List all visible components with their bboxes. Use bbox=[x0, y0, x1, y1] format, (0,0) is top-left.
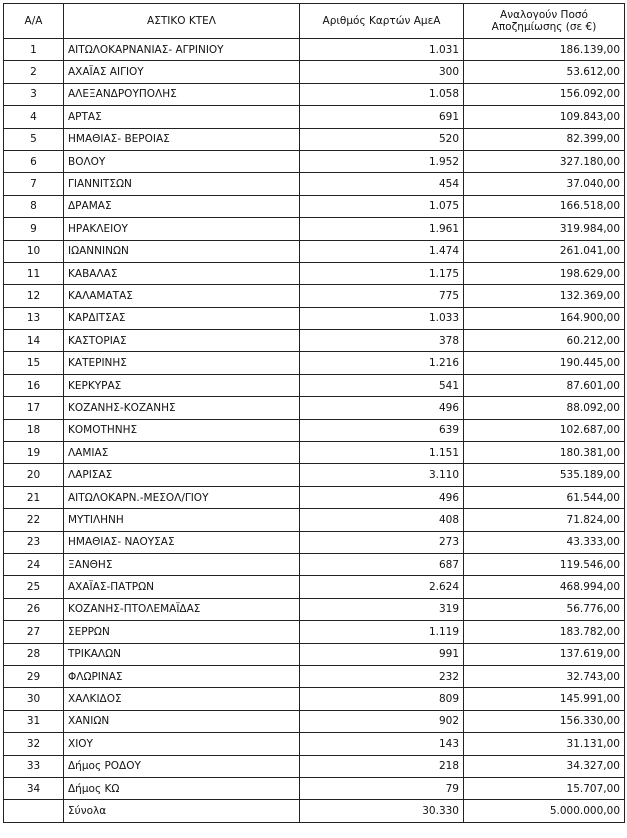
cell-amount: 43.333,00 bbox=[464, 531, 625, 553]
table-row bbox=[4, 553, 625, 575]
cell-amount: 164.900,00 bbox=[464, 307, 625, 329]
cell-amount: 327.180,00 bbox=[464, 150, 625, 172]
cell-amount: 156.092,00 bbox=[464, 83, 625, 105]
totals-row bbox=[4, 800, 625, 822]
cell-ktel: ΚΟΖΑΝΗΣ-ΚΟΖΑΝΗΣ bbox=[64, 397, 300, 419]
cell-amount: 180.381,00 bbox=[464, 442, 625, 464]
cell-aa: 15 bbox=[4, 352, 64, 374]
cell-ktel: ΗΜΑΘΙΑΣ- ΒΕΡΟΙΑΣ bbox=[64, 128, 300, 150]
cell-amount: 37.040,00 bbox=[464, 173, 625, 195]
cell-ktel: ΚΑΒΑΛΑΣ bbox=[64, 262, 300, 284]
cell-ktel: ΚΑΤΕΡΙΝΗΣ bbox=[64, 352, 300, 374]
cell-cards: 3.110 bbox=[300, 464, 464, 486]
cell-amount: 166.518,00 bbox=[464, 195, 625, 217]
cell-aa: 2 bbox=[4, 61, 64, 83]
cell-ktel: ΑΙΤΩΛΟΚΑΡΝ.-ΜΕΣΟΛ/ΓΙΟΥ bbox=[64, 486, 300, 508]
cell-cards: 2.624 bbox=[300, 576, 464, 598]
cell-cards: 809 bbox=[300, 688, 464, 710]
table-row bbox=[4, 643, 625, 665]
cell-ktel: ΞΑΝΘΗΣ bbox=[64, 553, 300, 575]
cell-ktel: ΛΑΡΙΣΑΣ bbox=[64, 464, 300, 486]
cell-cards: 218 bbox=[300, 755, 464, 777]
cell-ktel: ΑΧΑΪΑΣ-ΠΑΤΡΩΝ bbox=[64, 576, 300, 598]
table-row bbox=[4, 486, 625, 508]
cell-ktel: ΧΑΛΚΙΔΟΣ bbox=[64, 688, 300, 710]
cell-amount: 32.743,00 bbox=[464, 665, 625, 687]
table-row bbox=[4, 374, 625, 396]
cell-aa: 12 bbox=[4, 285, 64, 307]
cell-amount: 71.824,00 bbox=[464, 509, 625, 531]
cell-cards: 687 bbox=[300, 553, 464, 575]
table-row bbox=[4, 531, 625, 553]
cell-aa: 8 bbox=[4, 195, 64, 217]
cell-ktel: ΛΑΜΙΑΣ bbox=[64, 442, 300, 464]
cell-amount: 88.092,00 bbox=[464, 397, 625, 419]
header-cards: Αριθμός Καρτών ΑμεΑ bbox=[300, 4, 464, 39]
table-row bbox=[4, 150, 625, 172]
cell-cards: 143 bbox=[300, 733, 464, 755]
cell-cards: 1.058 bbox=[300, 83, 464, 105]
cell-aa: 31 bbox=[4, 710, 64, 732]
cell-ktel: Δήμος ΡΟΔΟΥ bbox=[64, 755, 300, 777]
cell-aa: 30 bbox=[4, 688, 64, 710]
header-row bbox=[4, 4, 625, 39]
cell-ktel: ΗΡΑΚΛΕΙΟΥ bbox=[64, 218, 300, 240]
cell-ktel: ΑΛΕΞΑΝΔΡΟΥΠΟΛΗΣ bbox=[64, 83, 300, 105]
cell-aa: 14 bbox=[4, 330, 64, 352]
cell-aa: 26 bbox=[4, 598, 64, 620]
cell-amount: 53.612,00 bbox=[464, 61, 625, 83]
table-row bbox=[4, 665, 625, 687]
table-row bbox=[4, 218, 625, 240]
cell-cards: 496 bbox=[300, 486, 464, 508]
cell-cards: 639 bbox=[300, 419, 464, 441]
table-row bbox=[4, 195, 625, 217]
cell-cards: 319 bbox=[300, 598, 464, 620]
cell-cards: 378 bbox=[300, 330, 464, 352]
cell-cards: 541 bbox=[300, 374, 464, 396]
cell-aa: 23 bbox=[4, 531, 64, 553]
cell-aa: 13 bbox=[4, 307, 64, 329]
cell-ktel: ΓΙΑΝΝΙΤΣΩΝ bbox=[64, 173, 300, 195]
cell-aa: 1 bbox=[4, 39, 64, 61]
cell-aa: 6 bbox=[4, 150, 64, 172]
table-row bbox=[4, 240, 625, 262]
cell-ktel: ΚΑΣΤΟΡΙΑΣ bbox=[64, 330, 300, 352]
cell-amount: 156.330,00 bbox=[464, 710, 625, 732]
cell-aa: 11 bbox=[4, 262, 64, 284]
cell-cards: 902 bbox=[300, 710, 464, 732]
cell-aa: 20 bbox=[4, 464, 64, 486]
cell-amount: 190.445,00 bbox=[464, 352, 625, 374]
cell-cards: 232 bbox=[300, 665, 464, 687]
cell-aa: 7 bbox=[4, 173, 64, 195]
cell-aa: 21 bbox=[4, 486, 64, 508]
table-row bbox=[4, 307, 625, 329]
cell-cards: 496 bbox=[300, 397, 464, 419]
table-row bbox=[4, 710, 625, 732]
cell-aa: 28 bbox=[4, 643, 64, 665]
cell-aa: 10 bbox=[4, 240, 64, 262]
table-body bbox=[4, 39, 625, 823]
cell-cards: 454 bbox=[300, 173, 464, 195]
table-row bbox=[4, 509, 625, 531]
table-row bbox=[4, 262, 625, 284]
cell-ktel: ΙΩΑΝΝΙΝΩΝ bbox=[64, 240, 300, 262]
cell-ktel: ΚΑΛΑΜΑΤΑΣ bbox=[64, 285, 300, 307]
table-row bbox=[4, 755, 625, 777]
cell-ktel: ΚΟΜΟΤΗΝΗΣ bbox=[64, 419, 300, 441]
cell-ktel: ΧΙΟΥ bbox=[64, 733, 300, 755]
cell-ktel: ΚΑΡΔΙΤΣΑΣ bbox=[64, 307, 300, 329]
cell-amount: 132.369,00 bbox=[464, 285, 625, 307]
cell-cards: 1.961 bbox=[300, 218, 464, 240]
cell-aa: 22 bbox=[4, 509, 64, 531]
cell-aa: 18 bbox=[4, 419, 64, 441]
cell-cards: 691 bbox=[300, 106, 464, 128]
table-row bbox=[4, 61, 625, 83]
cell-ktel: ΑΡΤΑΣ bbox=[64, 106, 300, 128]
cell-amount: 109.843,00 bbox=[464, 106, 625, 128]
cell-amount: 119.546,00 bbox=[464, 553, 625, 575]
cell-amount: 61.544,00 bbox=[464, 486, 625, 508]
table-row bbox=[4, 352, 625, 374]
cell-cards: 79 bbox=[300, 777, 464, 799]
table-row bbox=[4, 688, 625, 710]
cell-amount: 319.984,00 bbox=[464, 218, 625, 240]
cell-ktel: ΑΙΤΩΛΟΚΑΡΝΑΝΙΑΣ- ΑΓΡΙΝΙΟΥ bbox=[64, 39, 300, 61]
cell-amount: 261.041,00 bbox=[464, 240, 625, 262]
cell-amount: 34.327,00 bbox=[464, 755, 625, 777]
table-row bbox=[4, 598, 625, 620]
cell-cards: 991 bbox=[300, 643, 464, 665]
cell-amount: 145.991,00 bbox=[464, 688, 625, 710]
cell-amount: 535.189,00 bbox=[464, 464, 625, 486]
table-row bbox=[4, 397, 625, 419]
cell-ktel: ΧΑΝΙΩΝ bbox=[64, 710, 300, 732]
cell-cards: 1.033 bbox=[300, 307, 464, 329]
cell-ktel: ΒΟΛΟΥ bbox=[64, 150, 300, 172]
table-row bbox=[4, 733, 625, 755]
cell-ktel: ΚΟΖΑΝΗΣ-ΠΤΟΛΕΜΑΪΔΑΣ bbox=[64, 598, 300, 620]
table-row bbox=[4, 777, 625, 799]
cell-aa: 16 bbox=[4, 374, 64, 396]
header-amount: Αναλογούν Ποσό Αποζημίωσης (σε €) bbox=[464, 4, 625, 39]
cell-cards: 1.119 bbox=[300, 621, 464, 643]
cell-aa: 33 bbox=[4, 755, 64, 777]
cell-aa: 27 bbox=[4, 621, 64, 643]
table-row bbox=[4, 285, 625, 307]
cell-aa: 29 bbox=[4, 665, 64, 687]
cell-cards: 775 bbox=[300, 285, 464, 307]
table-row bbox=[4, 106, 625, 128]
cell-ktel: ΗΜΑΘΙΑΣ- ΝΑΟΥΣΑΣ bbox=[64, 531, 300, 553]
cell-amount: 198.629,00 bbox=[464, 262, 625, 284]
cell-cards: 1.151 bbox=[300, 442, 464, 464]
cell-cards: 1.952 bbox=[300, 150, 464, 172]
cell-cards: 1.031 bbox=[300, 39, 464, 61]
header-aa: Α/Α bbox=[4, 4, 64, 39]
table-row bbox=[4, 464, 625, 486]
totals-ktel: Σύνολα bbox=[64, 800, 300, 822]
cell-aa: 25 bbox=[4, 576, 64, 598]
cell-amount: 183.782,00 bbox=[464, 621, 625, 643]
cell-amount: 60.212,00 bbox=[464, 330, 625, 352]
cell-aa: 3 bbox=[4, 83, 64, 105]
table-row bbox=[4, 621, 625, 643]
table-row bbox=[4, 39, 625, 61]
cell-amount: 31.131,00 bbox=[464, 733, 625, 755]
cell-ktel: ΜΥΤΙΛΗΝΗ bbox=[64, 509, 300, 531]
cell-aa: 4 bbox=[4, 106, 64, 128]
cell-aa: 5 bbox=[4, 128, 64, 150]
cell-ktel: ΤΡΙΚΑΛΩΝ bbox=[64, 643, 300, 665]
cell-cards: 1.175 bbox=[300, 262, 464, 284]
table-row bbox=[4, 330, 625, 352]
cell-ktel: Δήμος ΚΩ bbox=[64, 777, 300, 799]
compensation-table bbox=[3, 3, 625, 823]
cell-aa: 9 bbox=[4, 218, 64, 240]
cell-cards: 1.474 bbox=[300, 240, 464, 262]
cell-aa: 19 bbox=[4, 442, 64, 464]
table-row bbox=[4, 173, 625, 195]
cell-cards: 520 bbox=[300, 128, 464, 150]
cell-aa: 34 bbox=[4, 777, 64, 799]
cell-amount: 82.399,00 bbox=[464, 128, 625, 150]
cell-ktel: ΦΛΩΡΙΝΑΣ bbox=[64, 665, 300, 687]
cell-cards: 273 bbox=[300, 531, 464, 553]
table-row bbox=[4, 83, 625, 105]
cell-cards: 300 bbox=[300, 61, 464, 83]
cell-aa: 32 bbox=[4, 733, 64, 755]
cell-cards: 408 bbox=[300, 509, 464, 531]
cell-cards: 1.075 bbox=[300, 195, 464, 217]
table-row bbox=[4, 576, 625, 598]
cell-amount: 137.619,00 bbox=[464, 643, 625, 665]
totals-amount: 5.000.000,00 bbox=[464, 800, 625, 822]
table-row bbox=[4, 442, 625, 464]
cell-ktel: ΣΕΡΡΩΝ bbox=[64, 621, 300, 643]
cell-cards: 1.216 bbox=[300, 352, 464, 374]
cell-aa: 24 bbox=[4, 553, 64, 575]
cell-amount: 87.601,00 bbox=[464, 374, 625, 396]
cell-amount: 56.776,00 bbox=[464, 598, 625, 620]
cell-amount: 468.994,00 bbox=[464, 576, 625, 598]
cell-aa: 17 bbox=[4, 397, 64, 419]
cell-ktel: ΔΡΑΜΑΣ bbox=[64, 195, 300, 217]
cell-amount: 15.707,00 bbox=[464, 777, 625, 799]
cell-ktel: ΑΧΑΪΑΣ ΑΙΓΙΟΥ bbox=[64, 61, 300, 83]
cell-amount: 102.687,00 bbox=[464, 419, 625, 441]
header-ktel: ΑΣΤΙΚΟ ΚΤΕΛ bbox=[64, 4, 300, 39]
cell-amount: 186.139,00 bbox=[464, 39, 625, 61]
table-row bbox=[4, 419, 625, 441]
totals-cards: 30.330 bbox=[300, 800, 464, 822]
cell-ktel: ΚΕΡΚΥΡΑΣ bbox=[64, 374, 300, 396]
totals-aa bbox=[4, 800, 64, 822]
table-row bbox=[4, 128, 625, 150]
